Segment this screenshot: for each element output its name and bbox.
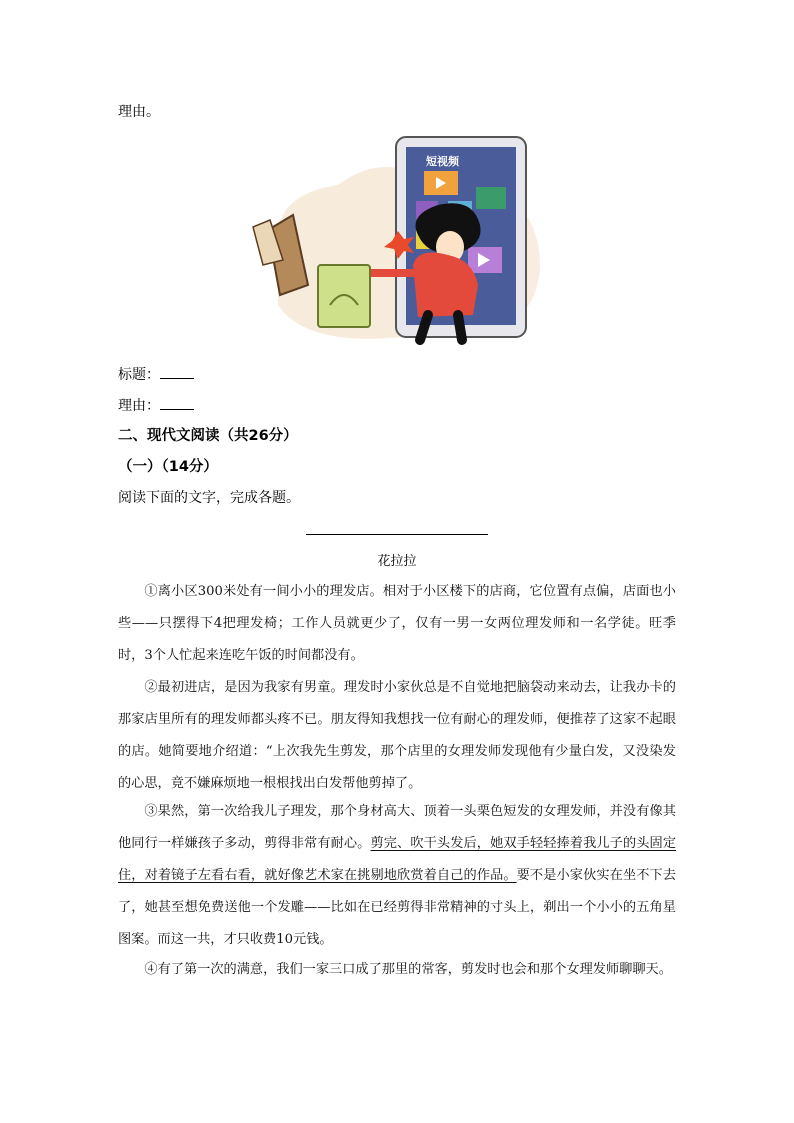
section-heading: 二、现代文阅读（共26分）	[118, 428, 298, 444]
title-answer-blank[interactable]	[160, 364, 194, 379]
article-paragraph-3	[118, 796, 676, 956]
article-paragraph-4: ④有了第一次的满意，我们一家三口成了那里的常客，剪发时也会和那个女理发师聊聊天。	[144, 962, 672, 977]
article-paragraph-1: ①离小区300米处有一间小小的理发店。相对于小区楼下的店商，它位置有点偏，店面也小些——只摆得下4把理发椅；工作人员就更少了，仅有一男一女两位理发师和一名学徒。旺季时，3个人忙起来连吃午饭的时间都没有。	[118, 584, 676, 663]
reason-continuation: 理由。	[118, 104, 160, 120]
reason-label: 理由：	[118, 398, 160, 414]
paragraph-3-text-b: 要不是小家伙实在坐不下去了，她甚至想免费送他一个发雕——比如在已经剪得非常精神的寸头上，剃出一个小小的五角星图案。而这一共，才只收费10元钱。	[118, 868, 676, 947]
paragraph-3-text-a: ③果然，第一次给我儿子理发，那个身材高大、顶着一头栗色短发的女理发师，并没有像其他同行一样嫌孩子多动，剪得非常有耐心。	[118, 804, 676, 851]
phone-screen-label: 短视频	[426, 155, 459, 168]
title-prompt	[118, 364, 194, 385]
subsection-heading: （一）（14分）	[118, 459, 218, 475]
article-paragraph-2: ②最初进店，是因为我家有男童。理发时小家伙总是不自觉地把脑袋动来动去，让我办卡的那家店里所有的理发师都头疼不已。朋友得知我想找一位有耐心的理发师，便推荐了这家不起眼的店。她简要地介绍道：“上次我先生剪发，那个店里的女理发师发现他有少量白发，又没染发的心思，竟不嫌麻烦地一根根找出白发帮他剪掉了。	[118, 680, 676, 791]
reason-answer-blank[interactable]	[160, 395, 194, 410]
reason-prompt	[118, 395, 194, 416]
phone-short-video-cartoon-illustration	[248, 135, 548, 350]
article-title: 花拉拉	[377, 554, 417, 569]
reading-instruction: 阅读下面的文字，完成各题。	[118, 490, 300, 506]
title-rule	[306, 534, 488, 535]
title-label: 标题：	[118, 367, 160, 383]
underlined-sentence: 剪完、吹干头发后，她双手轻轻捧着我儿子的头固定住，对着镜子左看右看，就好像艺术家在挑剔地欣赏着自己的作品。	[118, 836, 677, 883]
